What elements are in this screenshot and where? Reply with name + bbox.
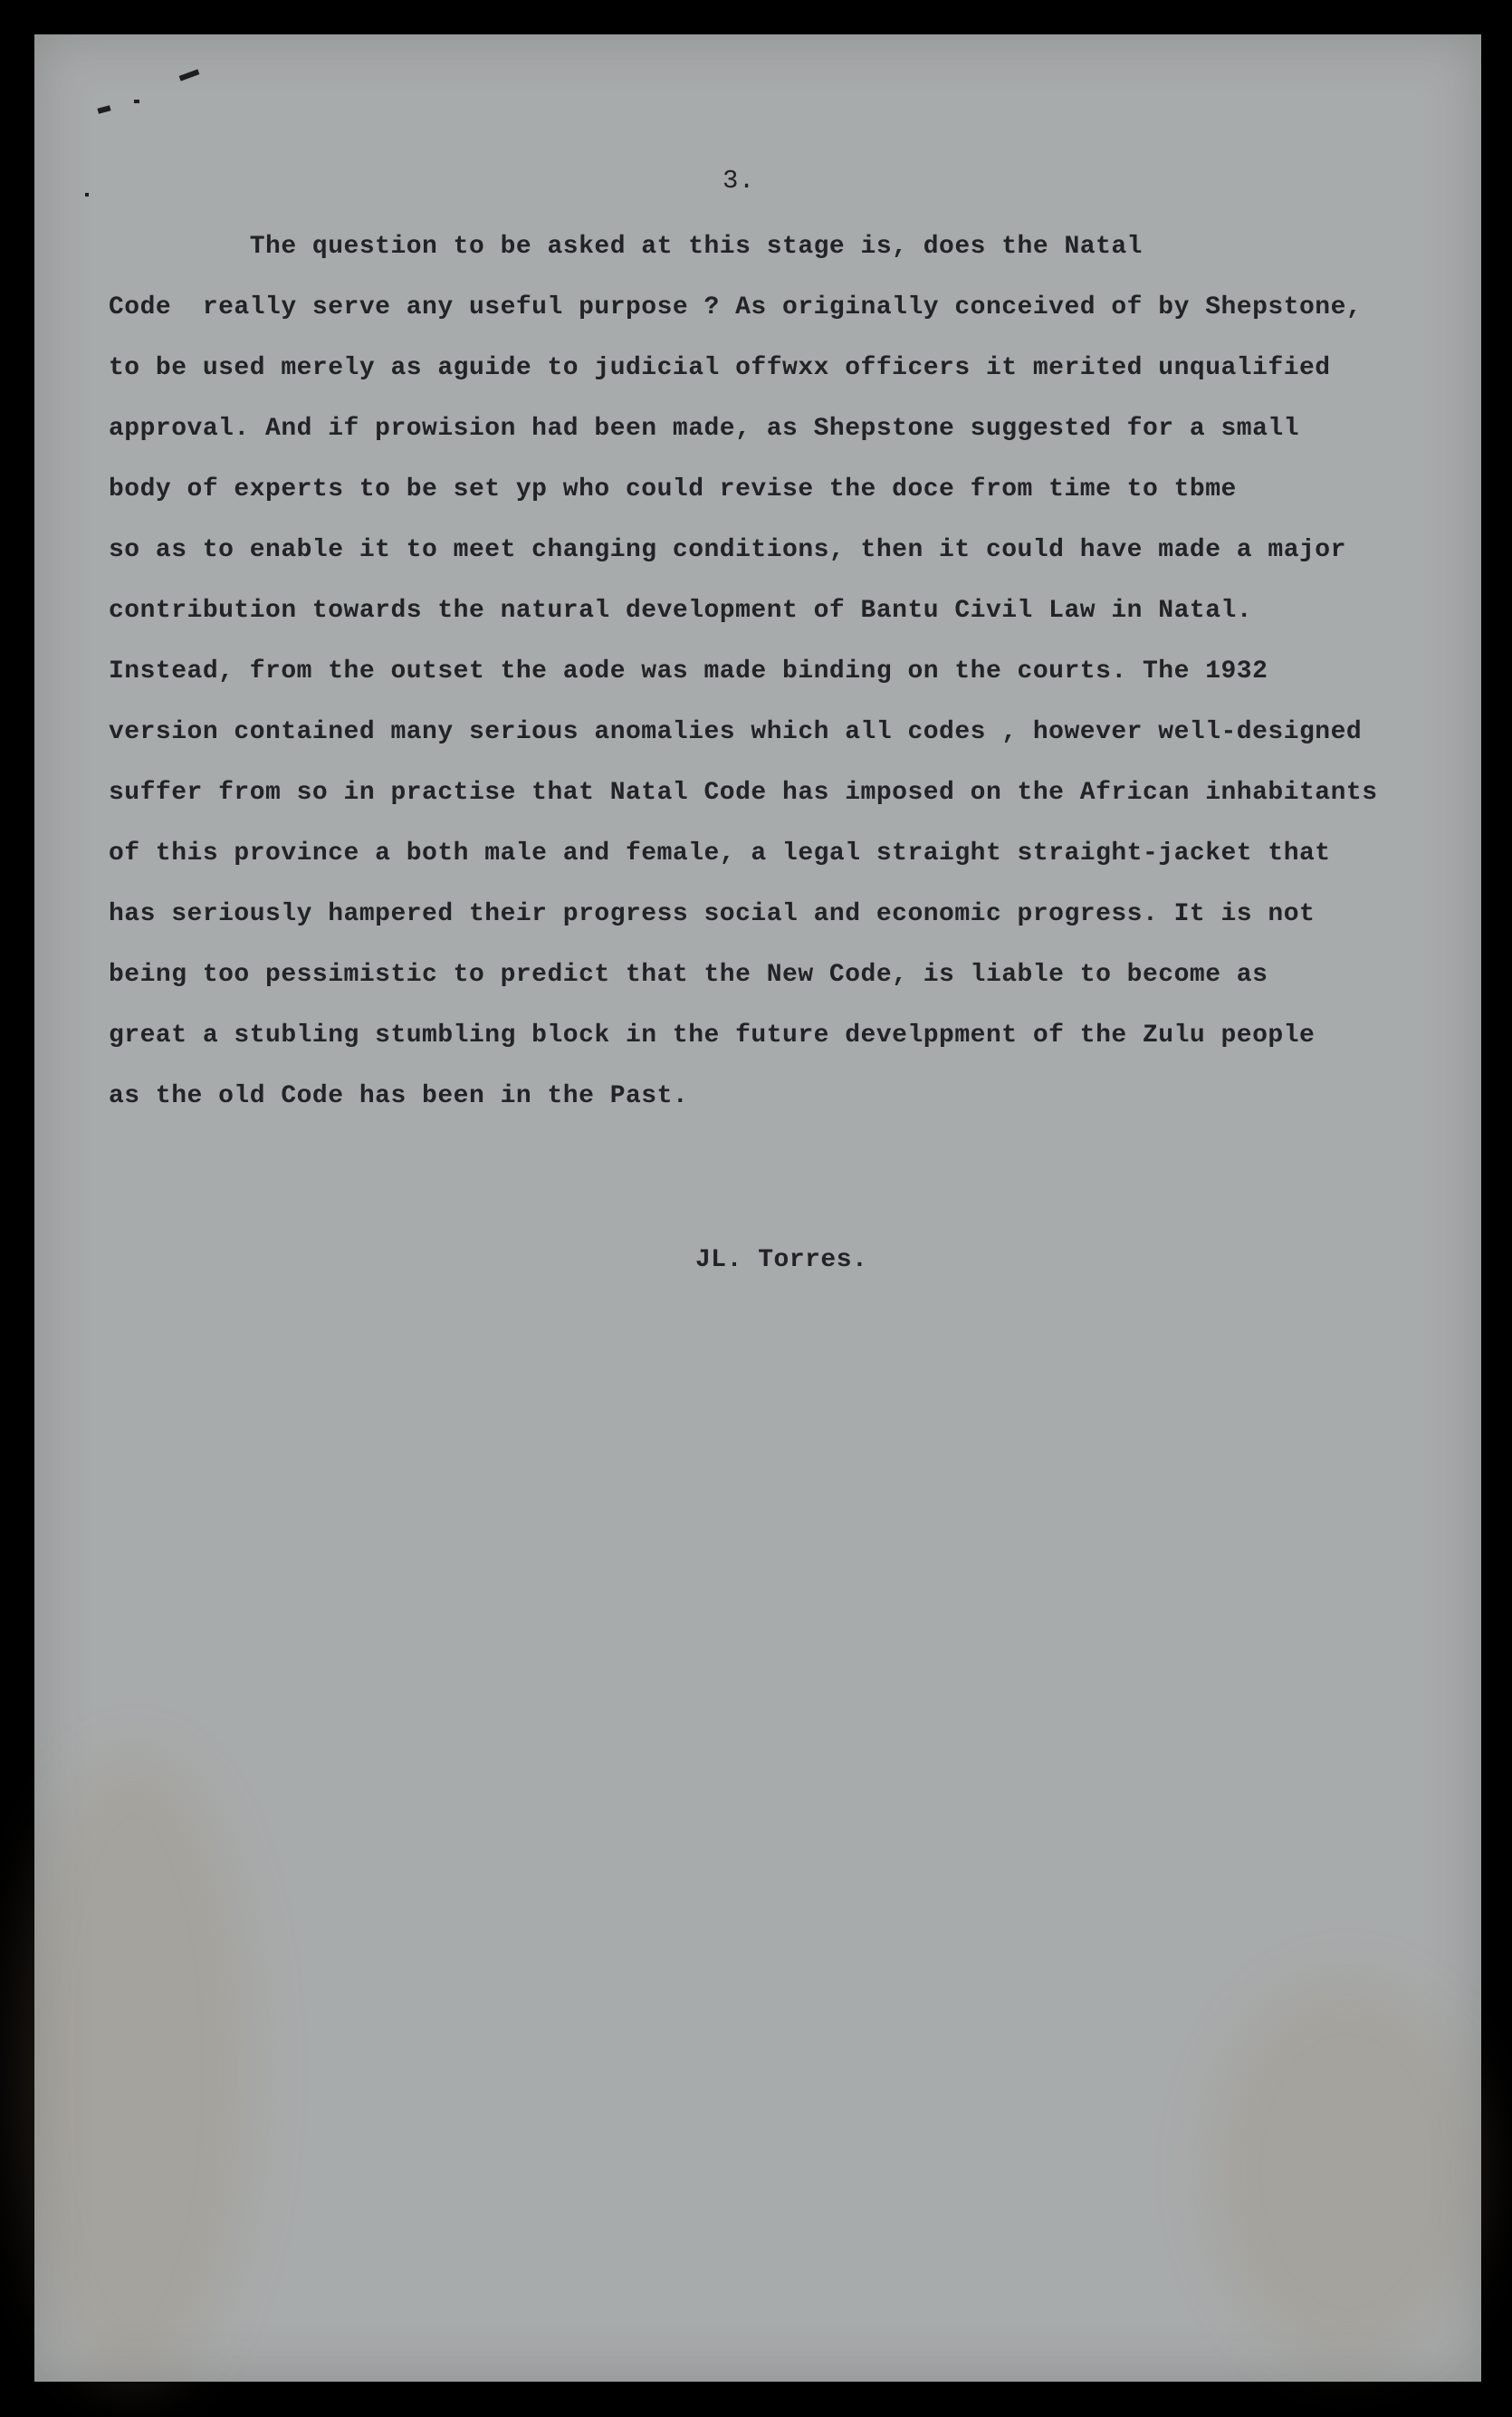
text-line: of this province a both male and female, a legal straight straight-jacket that	[109, 839, 1331, 868]
signature-line: JL. Torres.	[695, 1246, 868, 1274]
text-line: so as to enable it to meet changing conditions, then it could have made a major	[109, 536, 1346, 564]
typewritten-page	[34, 34, 1481, 2382]
ink-speck	[179, 69, 200, 81]
ink-speck	[134, 100, 139, 103]
text-line: great a stubling stumbling block in the future develppment of the Zulu people	[109, 1021, 1316, 1050]
text-line: to be used merely as aguide to judicial offwxx officers it merited unqualified	[109, 354, 1331, 382]
text-line: version contained many serious anomalies which all codes , however well-designed	[109, 718, 1363, 746]
text-line: being too pessimistic to predict that the New Code, is liable to become as	[109, 961, 1268, 989]
text-line: suffer from so in practise that Natal Code has imposed on the African inhabitants	[109, 779, 1378, 807]
text-line: contribution towards the natural development of Bantu Civil Law in Natal.	[109, 597, 1253, 625]
text-line: Code really serve any useful purpose ? As originally conceived of by Shepstone,	[109, 293, 1363, 321]
text-line: Instead, from the outset the aode was made binding on the courts. The 1932	[109, 657, 1268, 686]
page-number: 3.	[723, 166, 755, 196]
text-line: body of experts to be set yp who could revise the doce from time to tbme	[109, 475, 1237, 504]
paper-stain	[16, 1755, 252, 2389]
text-line: as the old Code has been in the Past.	[109, 1082, 689, 1110]
text-line: approval. And if prowision had been made, as Shepstone suggested for a small	[109, 415, 1300, 443]
text-line: has seriously hampered their progress social and economic progress. It is not	[109, 900, 1316, 928]
ink-speck	[97, 105, 110, 113]
paper-stain	[1211, 1981, 1483, 2362]
text-line: The question to be asked at this stage is, does the Natal	[109, 233, 1143, 261]
ink-speck	[85, 193, 89, 197]
